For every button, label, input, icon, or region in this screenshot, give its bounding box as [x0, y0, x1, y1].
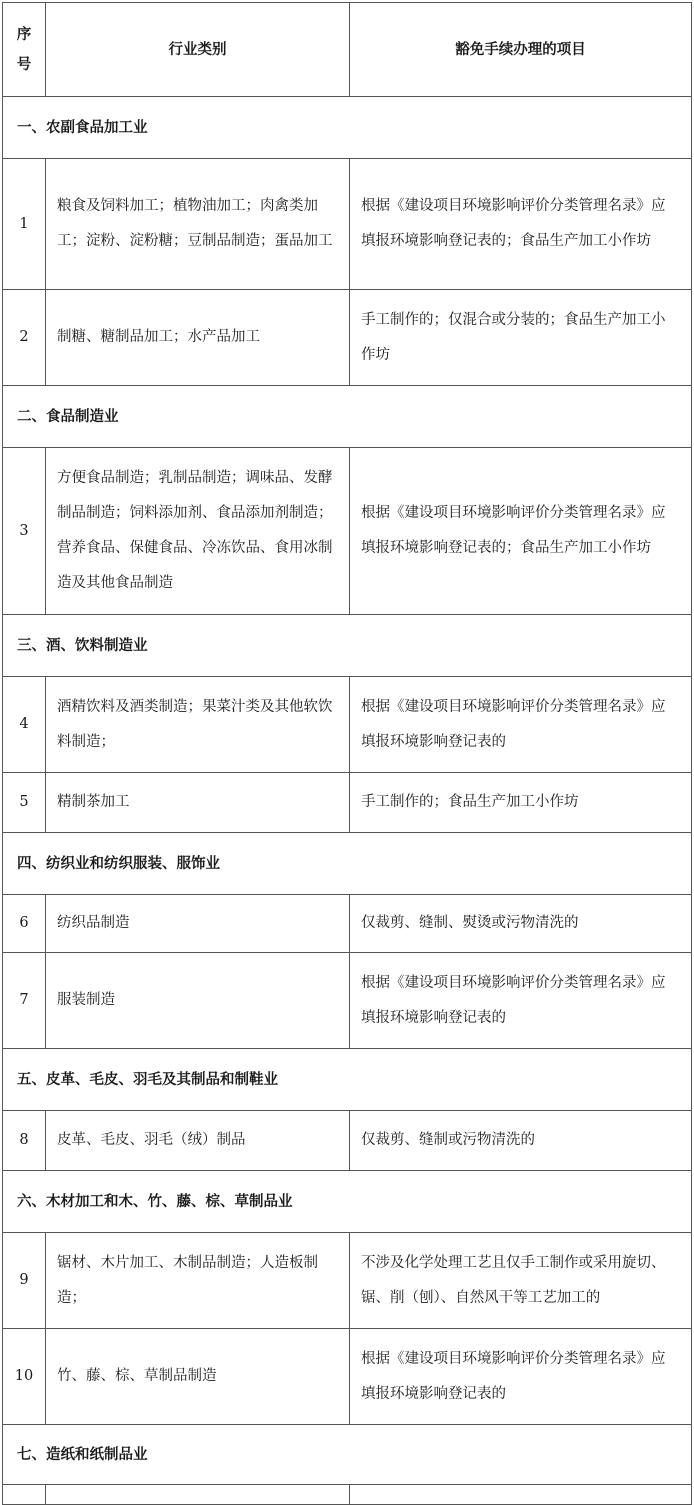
table-row [3, 773, 692, 833]
table-row [3, 953, 692, 1049]
section-title: 一、农副食品加工业 [3, 97, 692, 159]
row-number: 3 [3, 448, 46, 615]
row-number: 1 [3, 159, 46, 290]
exempt-items-cell: 仅裁剪、缝制、熨烫或污物清洗的 [350, 895, 692, 953]
row-number: 2 [3, 290, 46, 386]
industry-cell: 粮食及饲料加工；植物油加工；肉禽类加工；淀粉、淀粉糖；豆制品制造；蛋品加工 [46, 159, 350, 290]
exempt-items-cell: 根据《建设项目环境影响评价分类管理名录》应填报环境影响登记表的 [350, 677, 692, 773]
industry-cell: 竹、藤、棕、草制品制造 [46, 1329, 350, 1425]
exempt-items-cell: 不涉及化学处理工艺且仅手工制作或采用旋切、锯、削（刨）、自然风干等工艺加工的 [350, 1233, 692, 1329]
empty-cell [3, 1485, 46, 1505]
exempt-items-cell: 根据《建设项目环境影响评价分类管理名录》应填报环境影响登记表的 [350, 1329, 692, 1425]
table-row [3, 290, 692, 386]
industry-cell: 锯材、木片加工、木制品制造；人造板制造； [46, 1233, 350, 1329]
industry-cell: 精制茶加工 [46, 773, 350, 833]
row-number: 10 [3, 1329, 46, 1425]
industry-cell: 制糖、糖制品加工；水产品加工 [46, 290, 350, 386]
table-row [3, 1329, 692, 1425]
section-title: 六、木材加工和木、竹、藤、棕、草制品业 [3, 1171, 692, 1233]
section-title: 五、皮革、毛皮、羽毛及其制品和制鞋业 [3, 1049, 692, 1111]
row-number: 8 [3, 1111, 46, 1171]
section-row [3, 1171, 692, 1233]
header-industry: 行业类别 [46, 3, 350, 97]
table-row [3, 1111, 692, 1171]
row-number: 9 [3, 1233, 46, 1329]
section-row [3, 615, 692, 677]
table-header-row [3, 3, 692, 97]
exempt-items-cell: 手工制作的；仅混合或分装的；食品生产加工小作坊 [350, 290, 692, 386]
empty-cell [350, 1485, 692, 1505]
row-number: 5 [3, 773, 46, 833]
table-row [3, 159, 692, 290]
exempt-items-cell: 仅裁剪、缝制或污物清洗的 [350, 1111, 692, 1171]
table-row [3, 1485, 692, 1505]
header-items: 豁免手续办理的项目 [350, 3, 692, 97]
header-index: 序 号 [3, 3, 46, 97]
section-title: 七、造纸和纸制品业 [3, 1425, 692, 1485]
section-row [3, 1425, 692, 1485]
exempt-items-cell: 根据《建设项目环境影响评价分类管理名录》应填报环境影响登记表的；食品生产加工小作坊 [350, 448, 692, 615]
table-row [3, 677, 692, 773]
section-title: 二、食品制造业 [3, 386, 692, 448]
exemption-table [2, 2, 692, 1505]
row-number: 4 [3, 677, 46, 773]
section-row [3, 386, 692, 448]
exempt-items-cell: 手工制作的；食品生产加工小作坊 [350, 773, 692, 833]
row-number: 7 [3, 953, 46, 1049]
section-row [3, 97, 692, 159]
industry-cell: 皮革、毛皮、羽毛（绒）制品 [46, 1111, 350, 1171]
table-row [3, 448, 692, 615]
empty-cell [46, 1485, 350, 1505]
table-row [3, 1233, 692, 1329]
section-title: 四、纺织业和纺织服装、服饰业 [3, 833, 692, 895]
industry-cell: 方便食品制造；乳制品制造；调味品、发酵制品制造；饲料添加剂、食品添加剂制造；营养食品、保健食品、冷冻饮品、食用冰制造及其他食品制造 [46, 448, 350, 615]
row-number: 6 [3, 895, 46, 953]
exempt-items-cell: 根据《建设项目环境影响评价分类管理名录》应填报环境影响登记表的 [350, 953, 692, 1049]
section-title: 三、酒、饮料制造业 [3, 615, 692, 677]
industry-cell: 酒精饮料及酒类制造；果菜汁类及其他软饮料制造； [46, 677, 350, 773]
industry-cell: 纺织品制造 [46, 895, 350, 953]
industry-cell: 服装制造 [46, 953, 350, 1049]
section-row [3, 833, 692, 895]
exempt-items-cell: 根据《建设项目环境影响评价分类管理名录》应填报环境影响登记表的；食品生产加工小作坊 [350, 159, 692, 290]
table-row [3, 895, 692, 953]
section-row [3, 1049, 692, 1111]
